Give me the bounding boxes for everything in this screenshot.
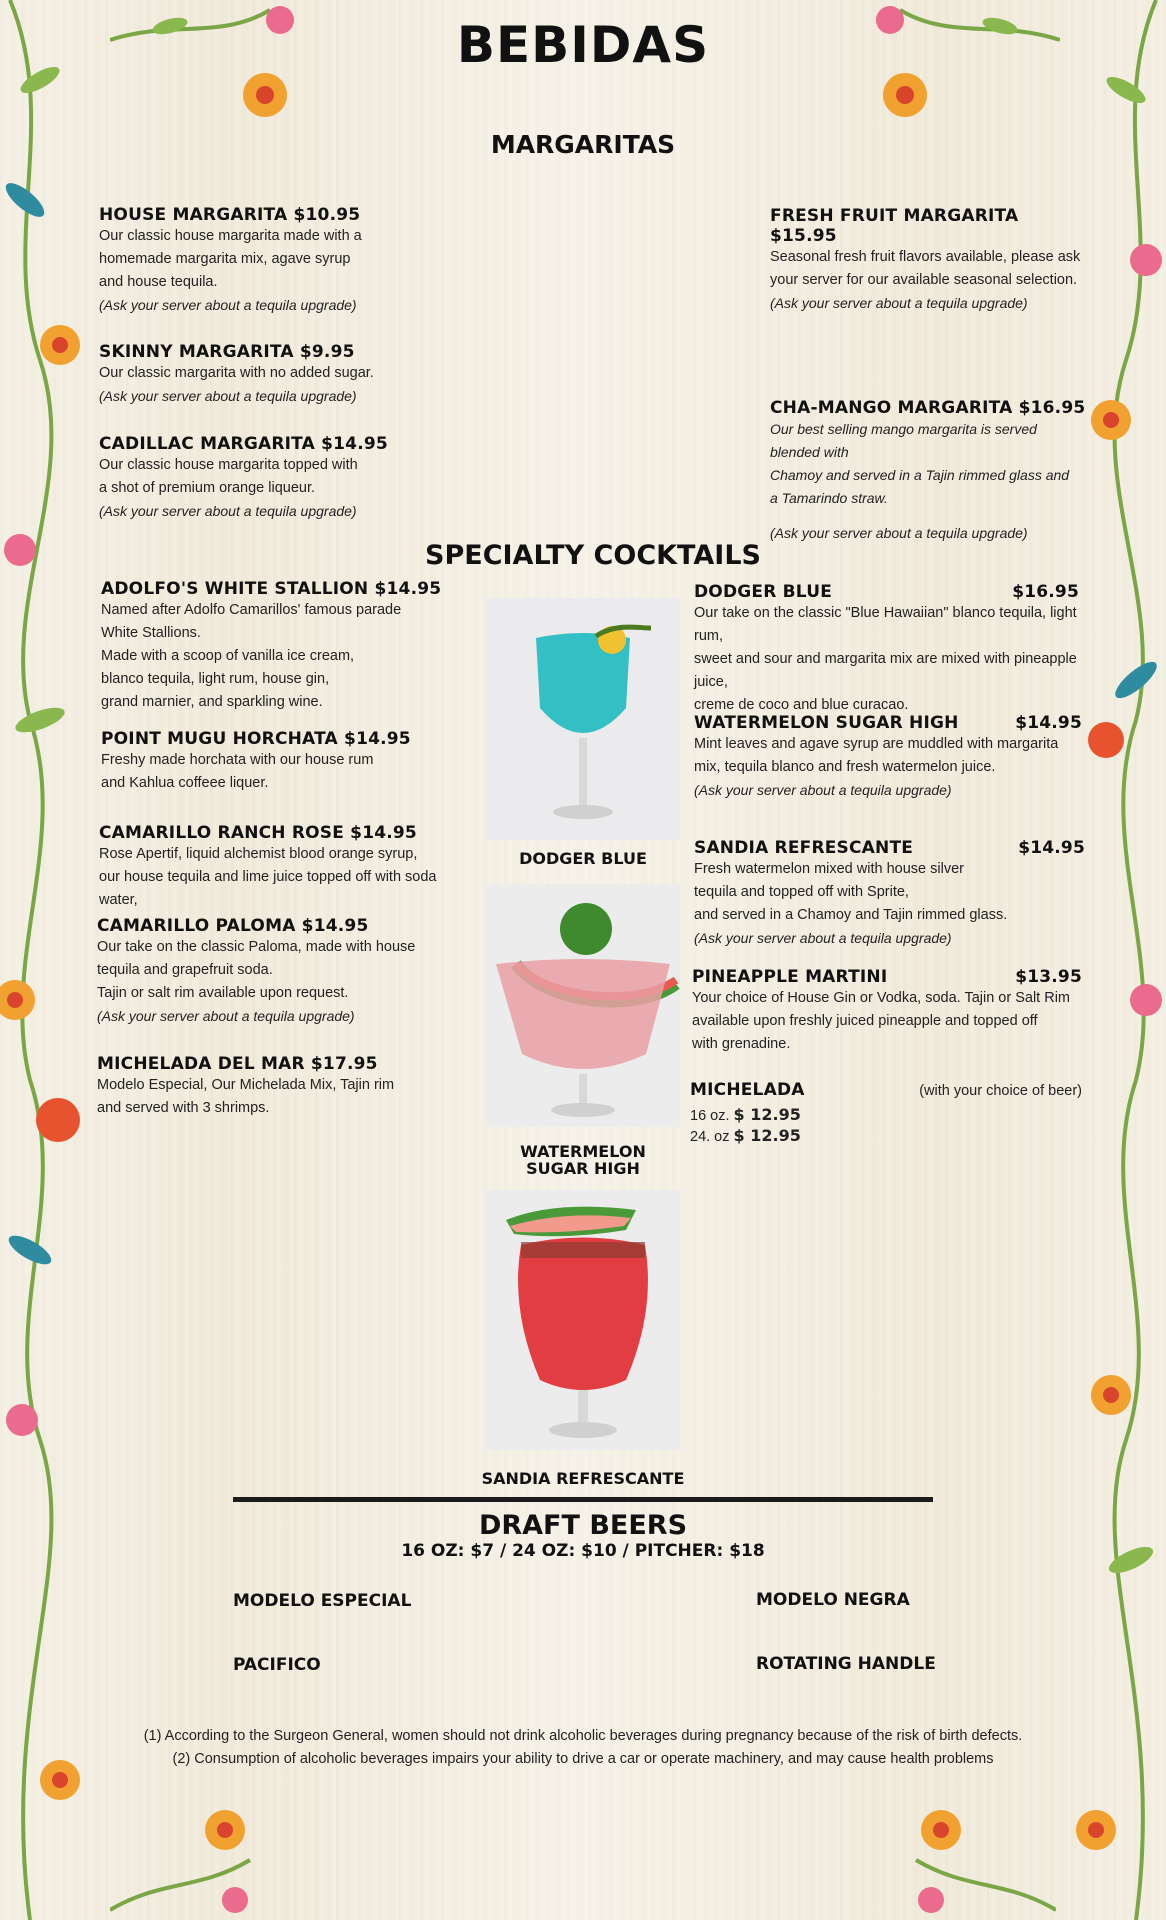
item-name-row [692,967,1082,987]
menu-item [690,1080,1082,1149]
item-description: Your choice of House Gin or Vodka, soda. Tajin or Salt Rim available upon freshly juiced pineapple and topped off with grenadine. [692,990,1071,1052]
section-divider [233,1497,933,1502]
item-name: FRESH FRUIT MARGARITA $15.95 [770,206,1019,246]
item-description: Our classic house margarita topped with a shot of premium orange liqueur. (Ask your server about a tequila upgrade) [99,457,358,519]
item-name: CADILLAC MARGARITA $14.95 [99,434,388,454]
menu-item [99,434,479,523]
item-name-row [690,1080,1082,1103]
size-option: 24. oz $ 12.95 [690,1126,801,1145]
item-name: PINEAPPLE MARTINI [692,967,888,987]
item-name: CAMARILLO RANCH ROSE $14.95 [99,823,417,843]
item-description: Modelo Especial, Our Michelada Mix, Tajin rim and served with 3 shrimps. [97,1077,395,1116]
item-name: POINT MUGU HORCHATA $14.95 [101,729,411,749]
item-description: Named after Adolfo Camarillos' famous parade White Stallions. Made with a scoop of vanilla ice cream, blanco tequila, light rum, house gin, grand marnier, and sparkling wine. [101,602,402,710]
item-price: $16.95 [1012,582,1079,602]
item-description: Seasonal fresh fruit flavors available, please ask your server for our available seasonal selection. (Ask your server about a tequila upgrade) [770,249,1081,311]
beer-item: MODELO ESPECIAL [233,1591,412,1611]
item-name: DODGER BLUE [694,582,833,602]
page-title: BEBIDAS [456,16,710,74]
item-description: Rose Apertif, liquid alchemist blood orange syrup, our house tequila and lime juice topped off with soda water, [99,846,437,908]
menu-item [770,398,1090,545]
item-price: $14.95 [1015,713,1082,733]
menu-item [694,582,1079,717]
item-name: MICHELADA [690,1080,805,1100]
menu-item [694,713,1082,802]
item-name: CHA-MANGO MARGARITA $16.95 [770,398,1086,418]
menu-item [101,729,471,795]
item-name: MICHELADA DEL MAR $17.95 [97,1054,378,1074]
item-description: Our take on the classic Paloma, made with house tequila and grapefruit soda. Tajin or salt rim available upon request. (Ask your server about a tequila upgrade) [97,939,416,1024]
health-warning: (1) According to the Surgeon General, women should not drink alcoholic beverages during pregnancy because of the risk of birth defects. [143,1728,1023,1744]
beer-item: PACIFICO [233,1655,321,1675]
menu-item [99,342,479,408]
item-description: Our classic house margarita made with a homemade margarita mix, agave syrup and house tequila. (Ask your server about a tequila upgrade) [99,228,362,313]
beer-item: ROTATING HANDLE [756,1654,936,1674]
item-beer-note: (with your choice of beer) [919,1083,1082,1099]
section-title-specialty-cocktails: SPECIALTY COCKTAILS [425,540,761,571]
watermelon-sugar-high-photo [486,884,680,1127]
item-name: SKINNY MARGARITA $9.95 [99,342,355,362]
beer-pricing: 16 OZ: $7 / 24 OZ: $10 / PITCHER: $18 [401,1541,765,1561]
menu-item [99,205,479,317]
beer-item: MODELO NEGRA [756,1590,910,1610]
section-title-margaritas: MARGARITAS [490,130,676,159]
item-description: Our best selling mango margarita is served blended with Chamoy and served in a Tajin rimmed glass and a Tamarindo straw. (Ask your server about a tequila upgrade) [770,421,1070,541]
item-description: Our classic margarita with no added sugar. (Ask your server about a tequila upgrade) [99,365,374,404]
caption-sandia-refrescante: SANDIA REFRESCANTE [481,1469,685,1488]
item-name-row [694,713,1082,733]
menu-item [694,838,1085,950]
sandia-refrescante-photo [486,1190,680,1450]
item-name-row [694,838,1085,858]
menu-item [99,823,479,912]
menu-item [97,916,477,1028]
caption-dodger-blue: DODGER BLUE [519,849,647,868]
dodger-blue-photo [486,598,680,840]
item-name: HOUSE MARGARITA $10.95 [99,205,361,225]
item-name: CAMARILLO PALOMA $14.95 [97,916,369,936]
item-description: Freshy made horchata with our house rum and Kahlua coffeee liquer. [101,752,374,791]
size-option: 16 oz. $ 12.95 [690,1105,801,1124]
health-warning: (2) Consumption of alcoholic beverages impairs your ability to drive a car or operate machinery, and may cause health problems [172,1751,994,1767]
item-name-row [694,582,1079,602]
item-price: $14.95 [1018,838,1085,858]
item-description: Mint leaves and agave syrup are muddled with margarita mix, tequila blanco and fresh watermelon juice. (Ask your server about a tequila upgrade) [694,736,1059,798]
item-description: Fresh watermelon mixed with house silver tequila and topped off with Sprite, and served in a Chamoy and Tajin rimmed glass. (Ask your server about a tequila upgrade) [694,861,1008,946]
caption-watermelon-sugar-high: WATERMELON SUGAR HIGH [520,1142,646,1178]
menu-item [97,1054,477,1120]
menu-item [692,967,1082,1056]
menu-item [101,579,471,714]
item-description: Our take on the classic "Blue Hawaiian" blanco tequila, light rum, sweet and sour and margarita mix are mixed with pineapple juice, creme de coco and blue curacao. [694,605,1077,713]
item-name: ADOLFO'S WHITE STALLION $14.95 [101,579,442,599]
item-name: SANDIA REFRESCANTE [694,838,914,858]
item-price: $13.95 [1015,967,1082,987]
section-title-draft-beers: DRAFT BEERS [478,1510,688,1541]
menu-item [770,206,1090,315]
item-name: WATERMELON SUGAR HIGH [694,713,959,733]
